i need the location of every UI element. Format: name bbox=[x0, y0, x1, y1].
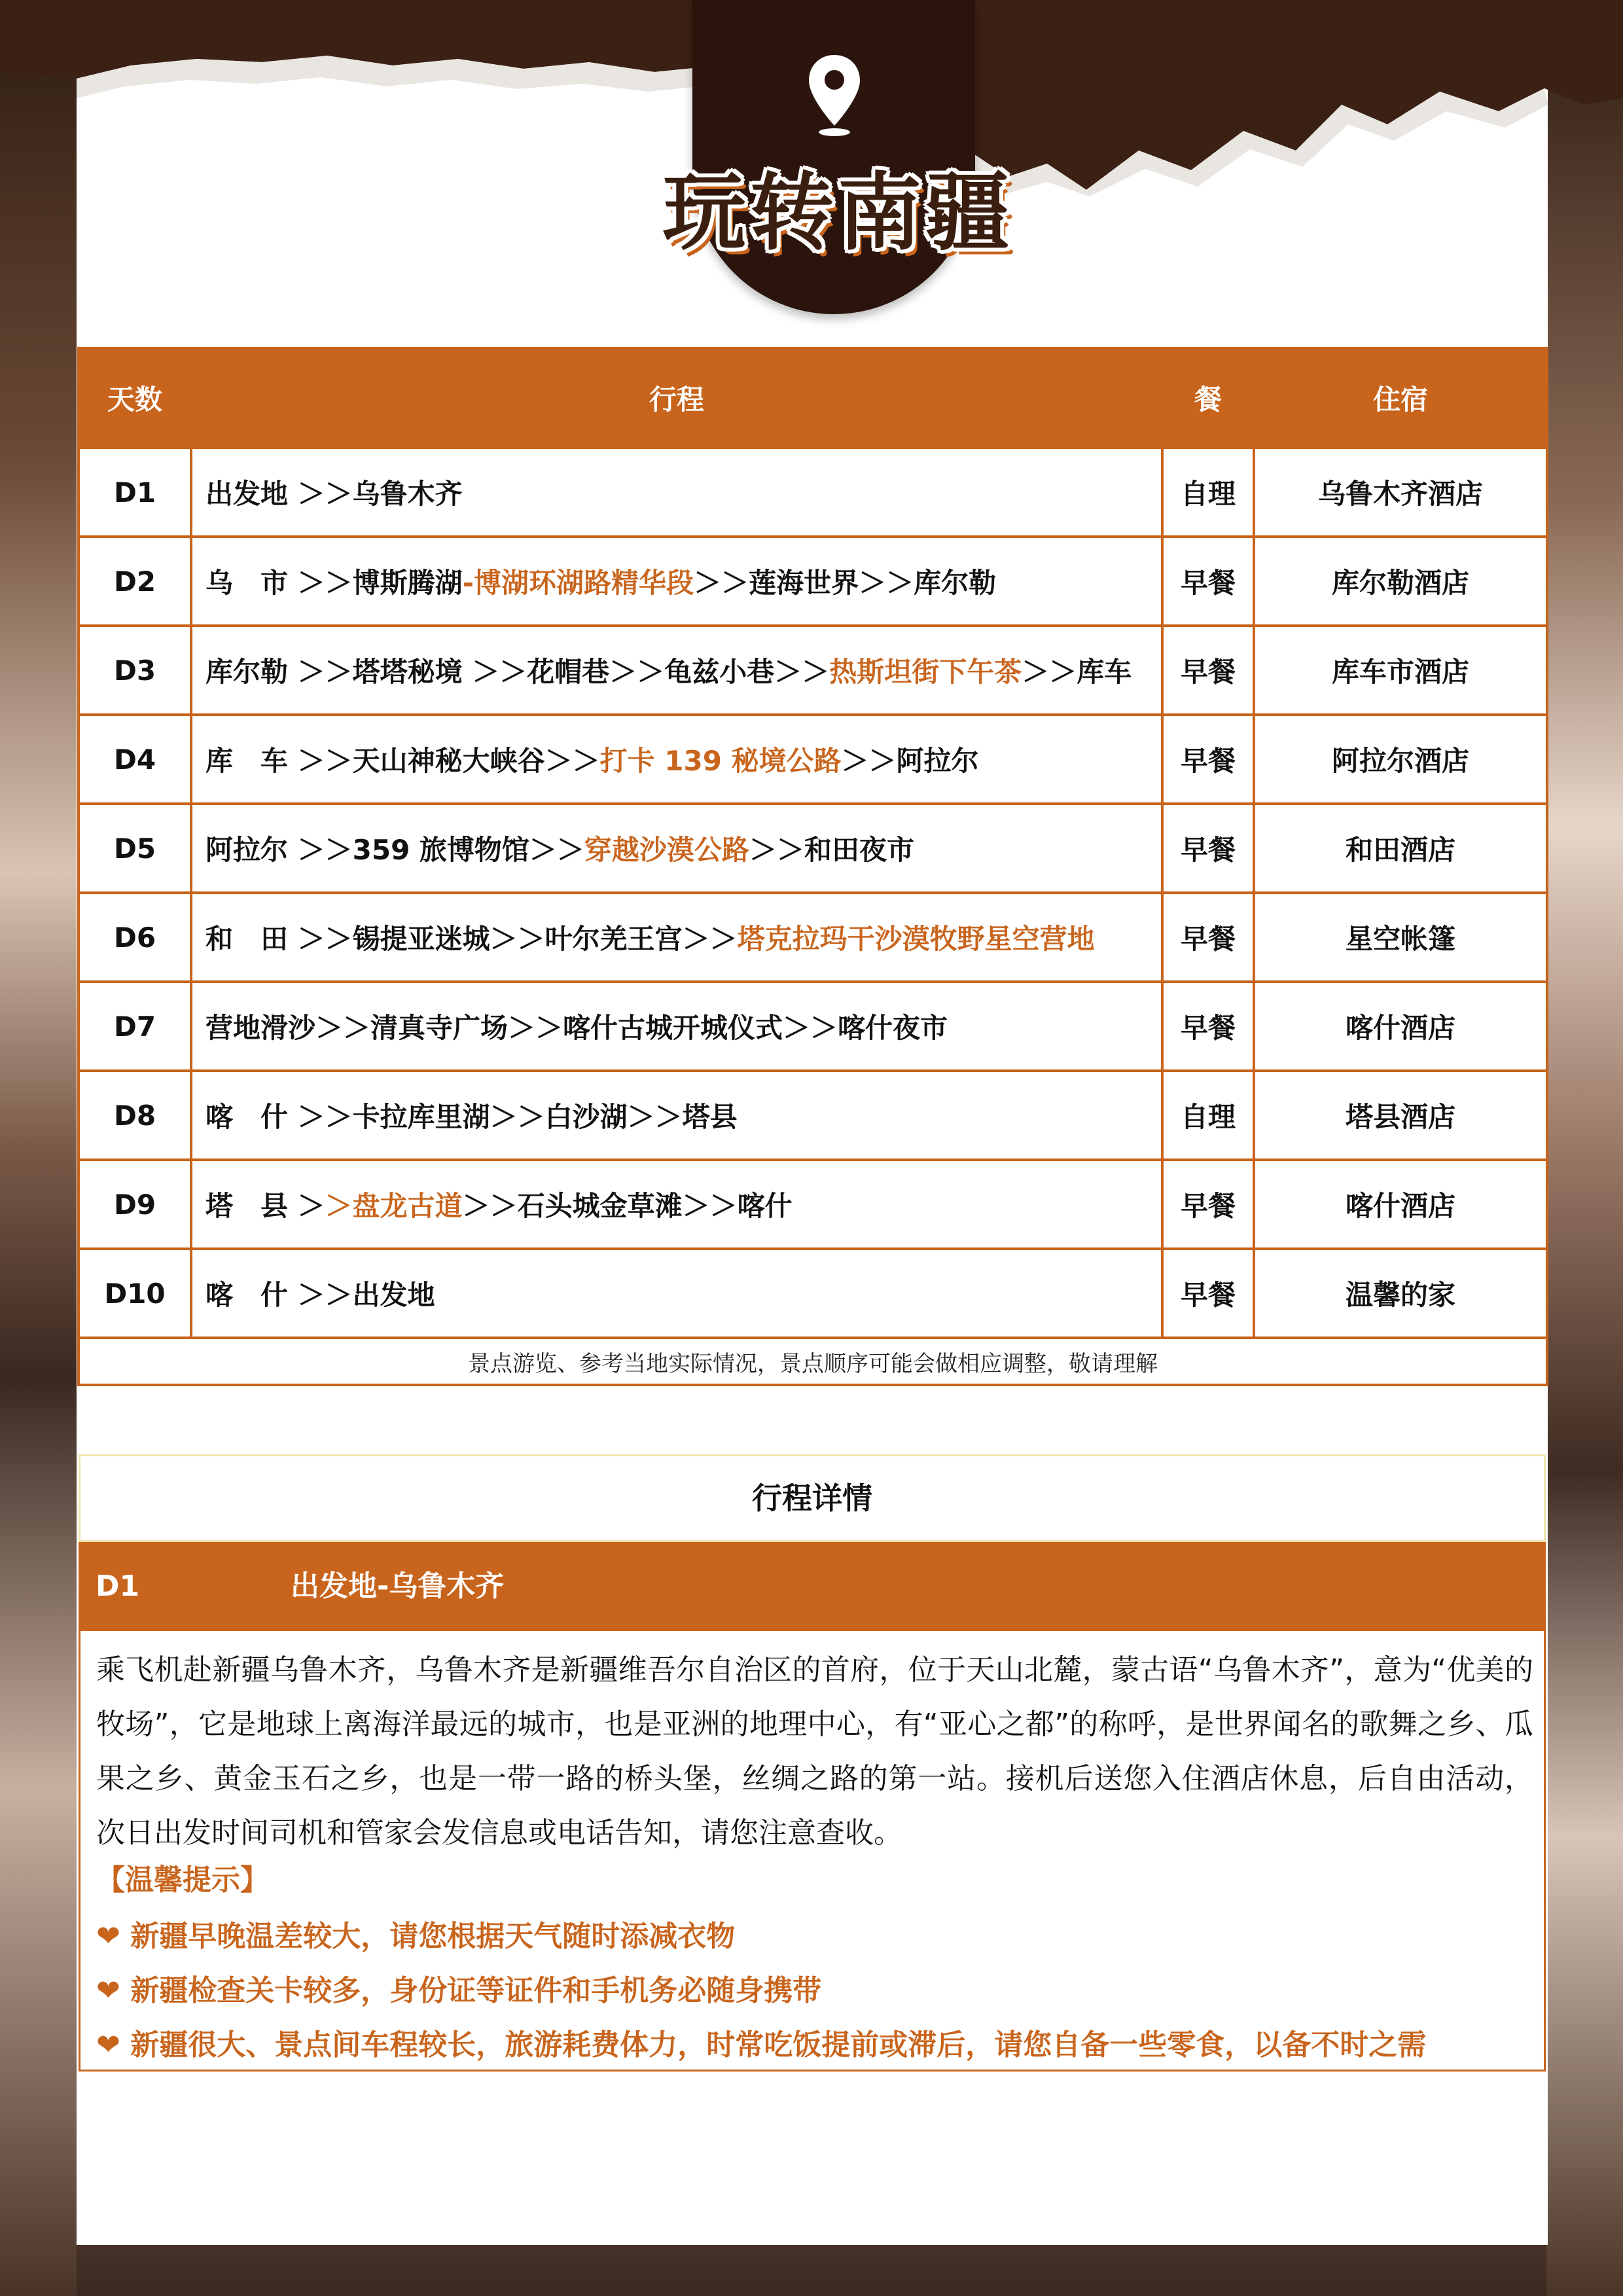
route-highlight: 塔克拉玛干沙漠牧野星空营地 bbox=[737, 923, 1095, 955]
heart-icon: ❤ bbox=[96, 1920, 120, 1953]
table-row bbox=[79, 1249, 1547, 1338]
route-text: 喀 什 ＞＞出发地 bbox=[205, 1279, 435, 1311]
route-text: 和 田 ＞＞锡提亚迷城＞＞叶尔羌王宫＞＞ bbox=[205, 923, 738, 955]
background-right bbox=[1546, 0, 1623, 2296]
header-hotel: 住宿 bbox=[1254, 348, 1547, 448]
route-text: 乌 市 ＞＞博斯腾湖 bbox=[205, 567, 463, 599]
route-text: ＞＞莲海世界＞＞库尔勒 bbox=[694, 567, 997, 599]
route-text: ＞＞和田夜市 bbox=[749, 834, 914, 866]
route-cell bbox=[191, 537, 1162, 626]
route-text: ＞＞阿拉尔 bbox=[841, 745, 979, 777]
table-row bbox=[79, 715, 1547, 804]
page-title: 玩转南疆 bbox=[662, 164, 1013, 262]
hotel-cell: 喀什酒店 bbox=[1254, 1160, 1547, 1249]
itinerary-table bbox=[77, 347, 1548, 1386]
route-cell bbox=[191, 448, 1162, 537]
table-row bbox=[79, 893, 1547, 982]
day-cell: D6 bbox=[79, 893, 191, 982]
hotel-cell: 温馨的家 bbox=[1254, 1249, 1547, 1338]
table-row bbox=[79, 1160, 1547, 1249]
hotel-cell: 喀什酒店 bbox=[1254, 982, 1547, 1071]
route-cell bbox=[191, 893, 1162, 982]
route-cell bbox=[191, 626, 1162, 715]
route-text: 库 车 ＞＞天山神秘大峡谷＞＞ bbox=[205, 745, 600, 777]
day-description: 乘飞机赴新疆乌鲁木齐，乌鲁木齐是新疆维吾尔自治区的首府，位于天山北麓，蒙古语“乌鲁木齐”，意为“优美的牧场”，它是地球上离海洋最远的城市，也是亚洲的地理中心，有“亚心之都”的称呼，是世界闻名的歌舞之乡、瓜果之乡、黄金玉石之乡，也是一带一路的桥头堡，丝绸之路的第一站。接机后送您入住酒店休息，后自由活动，次日出发时间司机和管家会发信息或电话告知，请您注意查收。 bbox=[96, 1653, 1533, 1850]
table-row bbox=[79, 804, 1547, 893]
hotel-cell: 乌鲁木齐酒店 bbox=[1254, 448, 1547, 537]
details-title: 行程详情 bbox=[79, 1454, 1546, 1542]
route-cell bbox=[191, 1160, 1162, 1249]
day-cell: D5 bbox=[79, 804, 191, 893]
heart-icon: ❤ bbox=[96, 1974, 120, 2007]
route-text: 喀 什 ＞＞卡拉库里湖＞＞白沙湖＞＞塔县 bbox=[205, 1101, 738, 1133]
meal-cell: 早餐 bbox=[1162, 1249, 1254, 1338]
background-left bbox=[0, 0, 77, 2296]
table-header-row bbox=[79, 348, 1547, 448]
route-highlight: 穿越沙漠公路 bbox=[584, 834, 749, 866]
route-highlight: 打卡 139 秘境公路 bbox=[599, 745, 842, 777]
tip-item: ❤ 新疆早晚温差较大，请您根据天气随时添减衣物 bbox=[96, 1920, 736, 1953]
hotel-cell: 库尔勒酒店 bbox=[1254, 537, 1547, 626]
route-cell bbox=[191, 715, 1162, 804]
table-row bbox=[79, 982, 1547, 1071]
day-label: D1 bbox=[96, 1570, 140, 1603]
header-day: 天数 bbox=[79, 348, 191, 448]
tip-item: ❤ 新疆检查关卡较多，身份证等证件和手机务必随身携带 bbox=[96, 1974, 822, 2007]
route-cell bbox=[191, 1249, 1162, 1338]
meal-cell: 早餐 bbox=[1162, 626, 1254, 715]
day-cell: D8 bbox=[79, 1071, 191, 1160]
day-cell: D10 bbox=[79, 1249, 191, 1338]
meal-cell: 早餐 bbox=[1162, 893, 1254, 982]
day-cell: D3 bbox=[79, 626, 191, 715]
meal-cell: 早餐 bbox=[1162, 804, 1254, 893]
meal-cell: 早餐 bbox=[1162, 1160, 1254, 1249]
meal-cell: 自理 bbox=[1162, 448, 1254, 537]
meal-cell: 早餐 bbox=[1162, 537, 1254, 626]
day-bar bbox=[79, 1542, 1546, 1631]
day-cell: D1 bbox=[79, 448, 191, 537]
route-text: ＞＞石头城金草滩＞＞喀什 bbox=[462, 1190, 793, 1222]
hotel-cell: 和田酒店 bbox=[1254, 804, 1547, 893]
route-text: 阿拉尔 ＞＞359 旅博物馆＞＞ bbox=[205, 834, 584, 866]
table-row bbox=[79, 448, 1547, 537]
day-cell: D7 bbox=[79, 982, 191, 1071]
route-cell bbox=[191, 982, 1162, 1071]
route-cell bbox=[191, 804, 1162, 893]
route-text: 出发地 ＞＞乌鲁木齐 bbox=[205, 478, 463, 510]
route-highlight: ＞盘龙古道 bbox=[325, 1190, 463, 1222]
hotel-cell: 塔县酒店 bbox=[1254, 1071, 1547, 1160]
hotel-cell: 星空帐篷 bbox=[1254, 893, 1547, 982]
route-highlight: -博湖环湖路精华段 bbox=[462, 567, 694, 599]
heart-icon: ❤ bbox=[96, 2028, 120, 2062]
header-route: 行程 bbox=[191, 348, 1162, 448]
table-row bbox=[79, 626, 1547, 715]
tip-item: ❤ 新疆很大、景点间车程较长，旅游耗费体力，时常吃饭提前或滞后，请您自备一些零食，以备不时之需 bbox=[96, 2028, 1427, 2062]
route-text: 营地滑沙＞＞清真寺广场＞＞喀什古城开城仪式＞＞喀什夜市 bbox=[205, 1012, 948, 1044]
day-title: 出发地-乌鲁木齐 bbox=[291, 1570, 505, 1603]
tips-title: 【温馨提示】 bbox=[96, 1863, 269, 1897]
table-row bbox=[79, 1071, 1547, 1160]
hotel-cell: 库车市酒店 bbox=[1254, 626, 1547, 715]
meal-cell: 早餐 bbox=[1162, 715, 1254, 804]
route-text: 塔 县 ＞ bbox=[205, 1190, 325, 1222]
day-cell: D9 bbox=[79, 1160, 191, 1249]
location-pin-icon bbox=[805, 52, 864, 137]
route-text: ＞＞库车 bbox=[1022, 656, 1132, 688]
route-cell bbox=[191, 1071, 1162, 1160]
details-box bbox=[79, 1631, 1546, 2072]
table-note: 景点游览、参考当地实际情况，景点顺序可能会做相应调整，敬请理解 bbox=[79, 1338, 1547, 1385]
table-row bbox=[79, 537, 1547, 626]
hotel-cell: 阿拉尔酒店 bbox=[1254, 715, 1547, 804]
route-text: 库尔勒 ＞＞塔塔秘境 ＞＞花帽巷＞＞龟兹小巷＞＞ bbox=[205, 656, 830, 688]
day-cell: D2 bbox=[79, 537, 191, 626]
header-meal: 餐 bbox=[1162, 348, 1254, 448]
meal-cell: 早餐 bbox=[1162, 982, 1254, 1071]
day-cell: D4 bbox=[79, 715, 191, 804]
meal-cell: 自理 bbox=[1162, 1071, 1254, 1160]
route-highlight: 热斯坦街下午茶 bbox=[829, 656, 1022, 688]
